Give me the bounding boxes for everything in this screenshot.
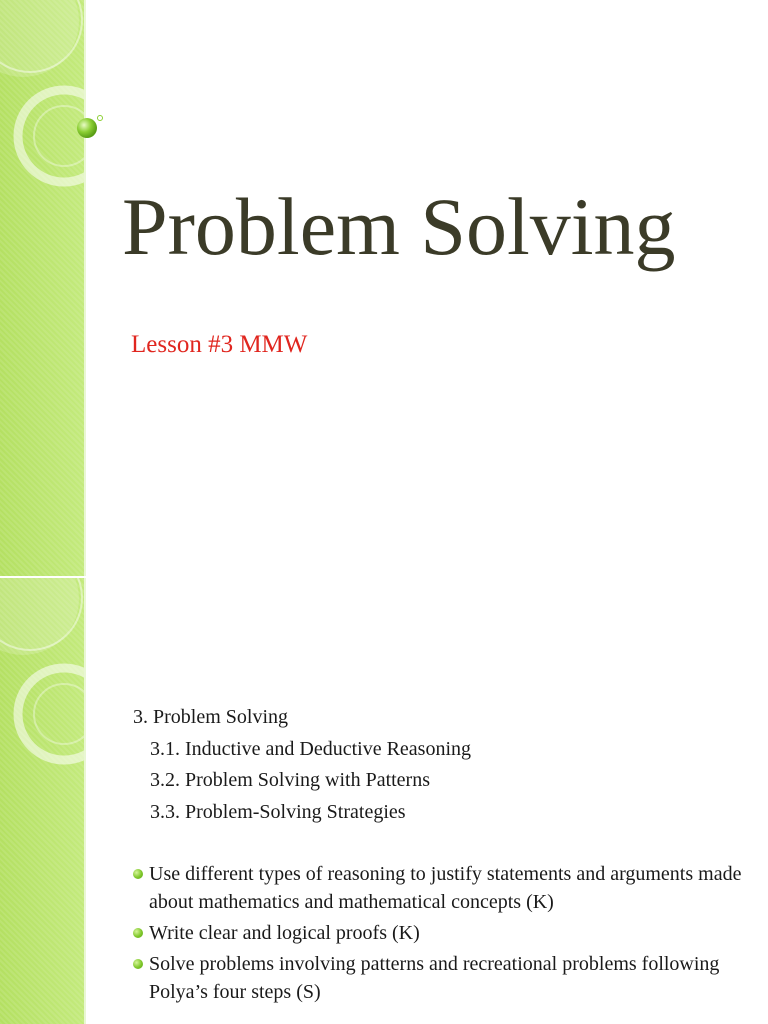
green-bullet-icon	[133, 928, 143, 938]
slide-subtitle: Lesson #3 MMW	[131, 331, 308, 358]
list-item	[133, 950, 748, 1006]
band-edge-line	[84, 578, 86, 1024]
band-edge-line	[84, 0, 86, 576]
green-orb-icon	[74, 114, 106, 142]
content-slide	[0, 578, 768, 1024]
learning-outcomes-list	[133, 860, 748, 1009]
slide-title: Problem Solving	[122, 181, 676, 272]
topic-outline	[133, 702, 471, 828]
outline-heading: 3. Problem Solving	[133, 706, 289, 728]
list-item-text: Solve problems involving patterns and recreational problems following Polya’s four steps (S)	[149, 953, 720, 1003]
list-item	[133, 919, 748, 947]
list-item-text: Write clear and logical proofs (K)	[149, 922, 420, 944]
green-bullet-icon	[133, 959, 143, 969]
decorative-green-band	[0, 0, 84, 576]
green-bullet-icon	[133, 869, 143, 879]
decorative-circles	[0, 578, 84, 1024]
list-item-text: Use different types of reasoning to justify statements and arguments made about mathematics and mathematical concepts (K)	[149, 863, 742, 913]
decorative-circles	[0, 0, 84, 576]
outline-item: 3.2. Problem Solving with Patterns	[150, 769, 430, 791]
outline-item: 3.1. Inductive and Deductive Reasoning	[150, 737, 472, 760]
decorative-green-band	[0, 578, 84, 1024]
outline-item: 3.3. Problem-Solving Strategies	[150, 800, 406, 823]
list-item	[133, 860, 748, 916]
